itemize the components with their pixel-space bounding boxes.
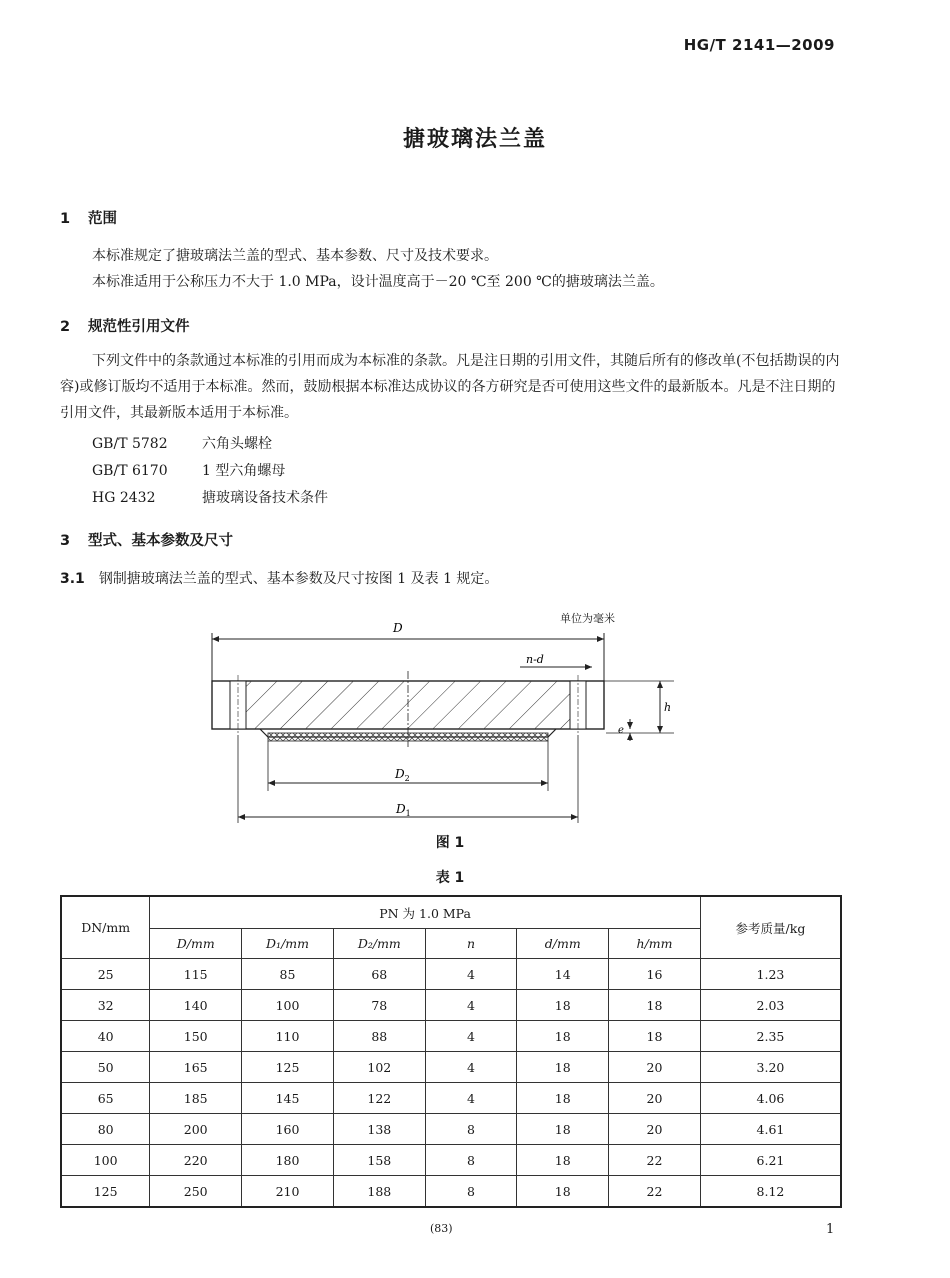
header-mass: 参考质量/kg (700, 896, 841, 959)
table-cell: 125 (61, 1176, 150, 1208)
table-cell: 122 (333, 1083, 425, 1114)
section-number: 1 (60, 211, 71, 227)
table-cell: 200 (150, 1114, 242, 1145)
table-cell: 188 (333, 1176, 425, 1208)
table-cell: 4 (425, 990, 517, 1021)
subsection-3-1 (60, 568, 498, 588)
table-cell: 145 (242, 1083, 334, 1114)
table-cell: 4 (425, 1021, 517, 1052)
table-cell: 18 (517, 1083, 609, 1114)
table-cell: 8 (425, 1145, 517, 1176)
table-cell: 18 (609, 990, 701, 1021)
reference-code: HG 2432 (92, 490, 156, 506)
table-row (61, 990, 841, 1021)
header-hole-d: d/mm (517, 929, 609, 959)
table-cell: 165 (150, 1052, 242, 1083)
reference-item (92, 433, 272, 453)
table-cell: 4.61 (700, 1114, 841, 1145)
section-title: 型式、基本参数及尺寸 (88, 533, 233, 549)
label-n-d: n-d (526, 653, 544, 666)
section-title: 范围 (88, 211, 117, 227)
table-cell: 3.20 (700, 1052, 841, 1083)
section-number: 3 (60, 533, 71, 549)
section-2-heading (60, 315, 190, 336)
table-cell: 80 (61, 1114, 150, 1145)
table-row (61, 959, 841, 990)
label-d1: $D_1$ (396, 802, 411, 818)
header-dn: DN/mm (61, 896, 150, 959)
table-cell: 220 (150, 1145, 242, 1176)
table-row (61, 1083, 841, 1114)
header-d1: D₁/mm (242, 929, 334, 959)
label-d: D (393, 621, 403, 635)
label-e: e (618, 725, 624, 736)
table-cell: 160 (242, 1114, 334, 1145)
table-cell: 20 (609, 1083, 701, 1114)
section-1-para-1: 本标准规定了搪玻璃法兰盖的型式、基本参数、尺寸及技术要求。 (92, 248, 498, 264)
table-row (61, 1145, 841, 1176)
table-cell: 158 (333, 1145, 425, 1176)
unit-note: 单位为毫米 (560, 612, 615, 625)
label-h: h (664, 701, 672, 714)
table-cell: 210 (242, 1176, 334, 1208)
table-cell: 18 (517, 1176, 609, 1208)
table-cell: 20 (609, 1114, 701, 1145)
table-cell: 40 (61, 1021, 150, 1052)
table-cell: 18 (517, 1021, 609, 1052)
page-number: 1 (826, 1222, 835, 1237)
reference-code: GB/T 6170 (92, 463, 168, 479)
section-1-para-2: 本标准适用于公称压力不大于 1.0 MPa，设计温度高于－20 ℃至 200 ℃的搪玻璃法兰盖。 (92, 274, 664, 290)
table-cell: 18 (609, 1021, 701, 1052)
header-d: D/mm (150, 929, 242, 959)
table-cell: 50 (61, 1052, 150, 1083)
table-cell: 4 (425, 1083, 517, 1114)
section-number: 2 (60, 319, 71, 335)
table-cell: 125 (242, 1052, 334, 1083)
standard-code: HG/T 2141—2009 (683, 36, 835, 54)
reference-title: 六角头螺栓 (202, 436, 272, 452)
table-cell: 20 (609, 1052, 701, 1083)
subsection-number: 3.1 (60, 571, 85, 587)
header-n: n (425, 929, 517, 959)
table-cell: 180 (242, 1145, 334, 1176)
section-1-heading (60, 207, 117, 228)
table-cell: 6.21 (700, 1145, 841, 1176)
table-cell: 2.03 (700, 990, 841, 1021)
table-cell: 88 (333, 1021, 425, 1052)
section-2-para: 下列文件中的条款通过本标准的引用而成为本标准的条款。凡是注日期的引用文件，其随后所有的修改单(不包括勘误的内容)或修订版均不适用于本标准。然而，鼓励根据本标准达成协议的各方研究是否可使用这些文件的最新版本。凡是不注日期的引用文件，其最新版本适用于本标准。 (60, 353, 840, 421)
header-pn: PN 为 1.0 MPa (150, 896, 701, 929)
table-caption: 表 1 (435, 870, 465, 886)
table-cell: 65 (61, 1083, 150, 1114)
table-cell: 22 (609, 1145, 701, 1176)
spec-table (60, 895, 842, 1208)
table-cell: 32 (61, 990, 150, 1021)
table-cell: 85 (242, 959, 334, 990)
section-3-heading (60, 529, 233, 550)
table-cell: 4 (425, 959, 517, 990)
table-row (61, 1114, 841, 1145)
table-cell: 4 (425, 1052, 517, 1083)
table-cell: 115 (150, 959, 242, 990)
table-cell: 138 (333, 1114, 425, 1145)
table-cell: 18 (517, 1145, 609, 1176)
table-cell: 185 (150, 1083, 242, 1114)
table-cell: 2.35 (700, 1021, 841, 1052)
figure-caption: 图 1 (435, 835, 465, 851)
reference-code: GB/T 5782 (92, 436, 168, 452)
reference-item (92, 460, 285, 480)
table-cell: 100 (61, 1145, 150, 1176)
header-h: h/mm (609, 929, 701, 959)
table-cell: 8.12 (700, 1176, 841, 1208)
table-row (61, 1021, 841, 1052)
table-cell: 8 (425, 1114, 517, 1145)
table-cell: 100 (242, 990, 334, 1021)
table-cell: 18 (517, 1114, 609, 1145)
table-cell: 14 (517, 959, 609, 990)
table-cell: 150 (150, 1021, 242, 1052)
table-cell: 25 (61, 959, 150, 990)
table-cell: 16 (609, 959, 701, 990)
table-cell: 68 (333, 959, 425, 990)
flange-cover-drawing (190, 615, 690, 830)
table-cell: 1.23 (700, 959, 841, 990)
label-d2: $D_2$ (395, 767, 410, 783)
table-cell: 18 (517, 1052, 609, 1083)
subsection-text: 钢制搪玻璃法兰盖的型式、基本参数及尺寸按图 1 及表 1 规定。 (98, 571, 499, 587)
table-row (61, 1052, 841, 1083)
table-cell: 250 (150, 1176, 242, 1208)
table-cell: 78 (333, 990, 425, 1021)
table-cell: 110 (242, 1021, 334, 1052)
table-cell: 102 (333, 1052, 425, 1083)
section-title: 规范性引用文件 (88, 319, 190, 335)
table-cell: 8 (425, 1176, 517, 1208)
inner-page-number: (83) (430, 1222, 453, 1235)
table-cell: 22 (609, 1176, 701, 1208)
table-cell: 140 (150, 990, 242, 1021)
table-cell: 4.06 (700, 1083, 841, 1114)
reference-title: 1 型六角螺母 (202, 463, 286, 479)
table-row (61, 1176, 841, 1208)
table-cell: 18 (517, 990, 609, 1021)
reference-title: 搪玻璃设备技术条件 (202, 490, 328, 506)
reference-item (92, 487, 328, 507)
header-d2: D₂/mm (333, 929, 425, 959)
document-title: 搪玻璃法兰盖 (402, 127, 547, 152)
